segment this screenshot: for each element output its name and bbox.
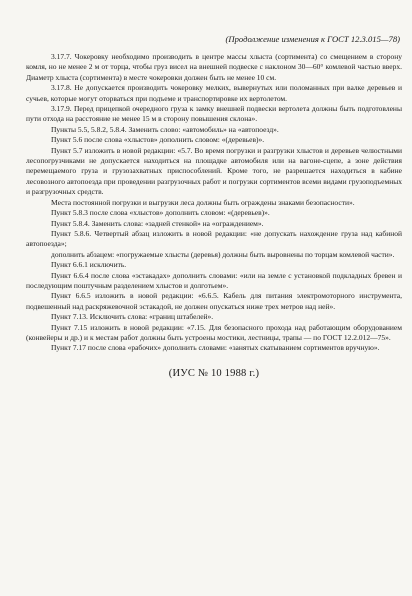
paragraph: Пункт 6.6.5 изложить в новой редакции: «6.6.5. Кабель для питания электромоторного инструмента, подвешенный над раскряжевочной эстакадой, не должен опускаться ниже трех метров над ней». (26, 291, 402, 311)
paragraph: 3.17.9. Перед прицепкой очередного груза к замку внешней подвески вертолета должны быть подготовлены пути отхода на расстояние не менее 15 м в сторону повышения склона». (26, 104, 402, 124)
paragraph: 3.17.8. Не допускается производить чокеровку мелких, вывернутых или поломанных при валке деревьев и сучьев, которые могут оторваться при подъеме и транспортировке их вертолетом. (26, 83, 402, 103)
paragraph: Пункт 7.15 изложить в новой редакции: «7.15. Для безопасного прохода над работающим оборудованием (конвейеры и др.) и к местам работ должны быть устроены мостики, лестницы, трапы — по ГОСТ 12.2.012—75». (26, 322, 402, 342)
paragraph: Пункт 5.8.6. Четвертый абзац изложить в новой редакции: «не допускать нахождение груза над кабиной автопоезда»; (26, 228, 402, 249)
paragraph: Пункт 5.7 изложить в новой редакции: «5.7. Во время погрузки и разгрузки хлыстов и деревьев челюстными лесопогрузчиками не допускается находиться на площадке автомобиля или на вагоне-сцепе, а зоне действия перемещаемого груза и грузозахватных приспособлений. Кроме того, не разрешается находиться в кабине лесовозного автопоезда при проведении разгрузочных работ и погрузки сортиментов всеми видами грузоподъемных и разгрузочных средств. (26, 145, 402, 197)
paragraph: Пункт 5.6 после слова «хлыстов» дополнить словом: «(деревьев)». (51, 135, 265, 145)
paragraph: Пункт 6.6.1 исключить. (51, 260, 127, 270)
paragraph: Пункт 7.17 после слова «рабочих» дополнить словами: «занятых скатыванием сортиментов вручную». (51, 343, 380, 353)
paragraph: 3.17.7. Чокеровку необходимо производить в центре массы хлыста (сортимента) со смещением в сторону комля, но не менее 2 м от торца, чтобы груз висел на внешней подвеске с наклоном 30—60° комлевой частью вверх. Диаметр хлыста (сортимента) в месте чокеровки должен быть не менее 10 см. (26, 52, 402, 82)
page-header: (Продолжение изменения к ГОСТ 12.3.015—78) (225, 34, 400, 44)
paragraph: дополнить абзацем: «погружаемые хлысты (деревья) должны быть выровнены по торцам комлевой части». (51, 249, 395, 259)
document-body (26, 52, 402, 354)
paragraph: Места постоянной погрузки и выгрузки леса должны быть ограждены знаками безопасности». (51, 197, 355, 207)
page-footer: (ИУС № 10 1988 г.) (168, 367, 260, 379)
paragraph: Пункты 5.5, 5.8.2, 5.8.4. Заменить слово: «автомобиль» на «автопоезд». (51, 124, 279, 134)
paragraph: Пункт 7.13. Исключить слова: «границ штабелей». (51, 312, 214, 322)
paragraph: Пункт 5.8.4. Заменить слова: «задней стенкой» на «ограждением». (51, 218, 264, 228)
paragraph: Пункт 5.8.3 после слова «хлыстов» дополнить словом: «(деревьев)». (51, 208, 270, 218)
paragraph: Пункт 6.6.4 после слова «эстакадах» дополнить словами: «или на земле с установкой подкладных бревен и последующим поштучным разделением хлыстов и долготьем». (26, 270, 402, 290)
